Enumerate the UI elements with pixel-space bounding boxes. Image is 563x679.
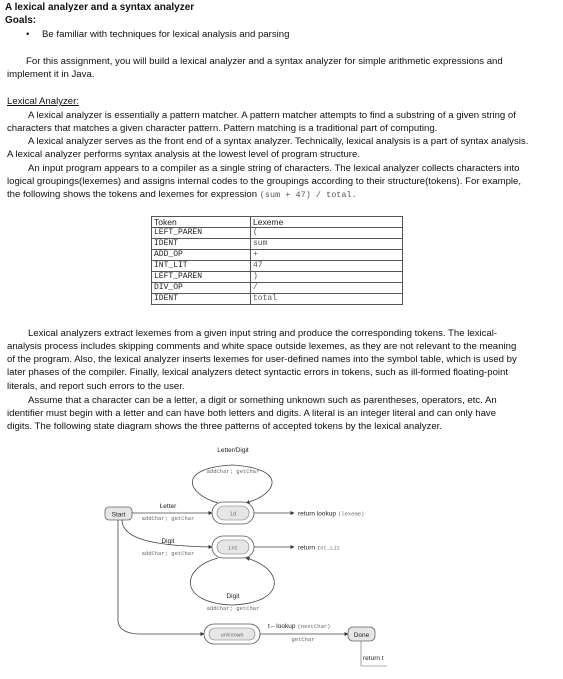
loop-top-action: addChar; getChar: [206, 468, 260, 475]
return-int-arg: Int_Lit: [316, 544, 341, 552]
lexeme-cell: 47: [251, 261, 403, 272]
lexeme-header: Lexeme: [251, 217, 403, 228]
int-state-label: int: [228, 544, 238, 552]
lookup-action: getChar: [291, 636, 315, 643]
lexeme-cell: (: [251, 228, 403, 239]
lexeme-cell: ): [251, 272, 403, 283]
paragraph-line: literals, and report such errors to the user.: [7, 381, 185, 392]
document-title: A lexical analyzer and a syntax analyzer: [5, 2, 195, 13]
paragraph-text: the following shows the tokens and lexemes for expression: [7, 189, 258, 200]
return-int-text: [298, 545, 340, 552]
paragraph-line: later phases of the compiler. Finally, lexical analyzers detect syntactic errors in tokens, such as ill-formed floating-point: [7, 367, 509, 378]
token-cell: DIV_OP: [152, 283, 251, 294]
state-diagram: [0, 438, 563, 679]
paragraph-line: of the program. Also, the lexical analyzer inserts lexemes for user-defined names into the symbol table, which is used by: [7, 354, 517, 365]
return-t-bracket: [361, 641, 387, 666]
paragraph-line: Assume that a character can be a letter, a digit or something unknown such as parentheses, operators, etc. An: [28, 395, 497, 406]
intro-line-2: implement it in Java.: [7, 69, 95, 80]
digit-action-1: addChar; getChar: [141, 550, 195, 557]
paragraph-line: A lexical analyzer is essentially a pattern matcher. A pattern matcher attempts to find a substring of a given string of: [28, 110, 516, 121]
paragraph-line: A lexical analyzer performs syntax analysis at the lowest level of program structure.: [7, 149, 360, 160]
return-lookup-text: [298, 511, 364, 518]
digit-action-2: addChar; getChar: [206, 605, 260, 612]
token-cell: IDENT: [152, 239, 251, 250]
token-cell: IDENT: [152, 294, 251, 305]
table-row: [152, 272, 403, 283]
intro-line-1: For this assignment, you will build a lexical analyzer and a syntax analyzer for simple arithmetic expressions and: [26, 56, 503, 67]
table-row: [152, 294, 403, 305]
start-label: Start: [111, 511, 126, 519]
table-header-row: [152, 217, 403, 228]
table-row: [152, 239, 403, 250]
table-row: [152, 283, 403, 294]
lexeme-cell: /: [251, 283, 403, 294]
lexeme-cell: sum: [251, 239, 403, 250]
return-lookup-prefix: return lookup: [298, 510, 336, 518]
lookup-text: [268, 623, 330, 630]
id-state-label: id: [229, 510, 237, 518]
paragraph-line: An input program appears to a compiler as a single string of characters. The lexical analyzer collects characters into: [28, 163, 520, 174]
return-int-prefix: return: [298, 544, 315, 552]
lookup-arg: (nextChar): [297, 623, 331, 630]
goal-item: Be familiar with techniques for lexical analysis and parsing: [42, 29, 290, 40]
return-t: return t: [363, 655, 384, 662]
letter-label: Letter: [159, 503, 177, 510]
done-label: Done: [353, 632, 370, 639]
goals-heading: Goals:: [5, 15, 37, 26]
paragraph-line: logical groupings(lexemes) and assigns internal codes to the groupings according to their structure(tokens). For example,: [7, 176, 522, 187]
table-row: [152, 261, 403, 272]
paragraph-line: A lexical analyzer serves as the front end of a syntax analyzer. Technically, lexical analysis is a part of syntax analysis.: [28, 136, 529, 147]
token-cell: INT_LIT: [152, 261, 251, 272]
expression-code: (sum + 47) / total.: [259, 190, 357, 200]
table-row: [152, 228, 403, 239]
lexeme-cell: total: [251, 294, 403, 305]
unknown-state-label: unknown: [220, 631, 244, 639]
digit-label-2: Digit: [226, 593, 240, 600]
paragraph-line: digits. The following state diagram shows the three patterns of accepted tokens by the lexical analyzer.: [7, 421, 442, 432]
digit-label-1: Digit: [161, 538, 175, 545]
lookup-prefix: t←lookup: [268, 623, 296, 630]
paragraph-line: analysis process includes skipping comments and white space outside lexemes, as they are not relevant to the meaning: [7, 341, 517, 352]
token-cell: LEFT_PAREN: [152, 228, 251, 239]
paragraph-line: identifier must begin with a letter and can have both letters and digits. A literal is an integer literal and can only have: [7, 408, 497, 419]
paragraph-line: Lexical analyzers extract lexemes from a given input string and produce the corresponding tokens. The lexical-: [28, 328, 498, 339]
token-header: Token: [152, 217, 251, 228]
return-lookup-arg: (lexeme): [337, 510, 365, 518]
letter-action: addChar; getChar: [141, 515, 195, 522]
token-lexeme-table: [151, 216, 403, 305]
paragraph-line: characters that matches a given character pattern. Pattern matching is a traditional part of computing.: [7, 123, 438, 134]
paragraph-line: [7, 188, 357, 202]
letter-digit-label: Letter/Digit: [217, 447, 249, 454]
section-heading: Lexical Analyzer:: [7, 96, 79, 107]
token-cell: LEFT_PAREN: [152, 272, 251, 283]
bullet: •: [26, 29, 30, 40]
lexeme-cell: +: [251, 250, 403, 261]
token-cell: ADD_OP: [152, 250, 251, 261]
table-row: [152, 250, 403, 261]
